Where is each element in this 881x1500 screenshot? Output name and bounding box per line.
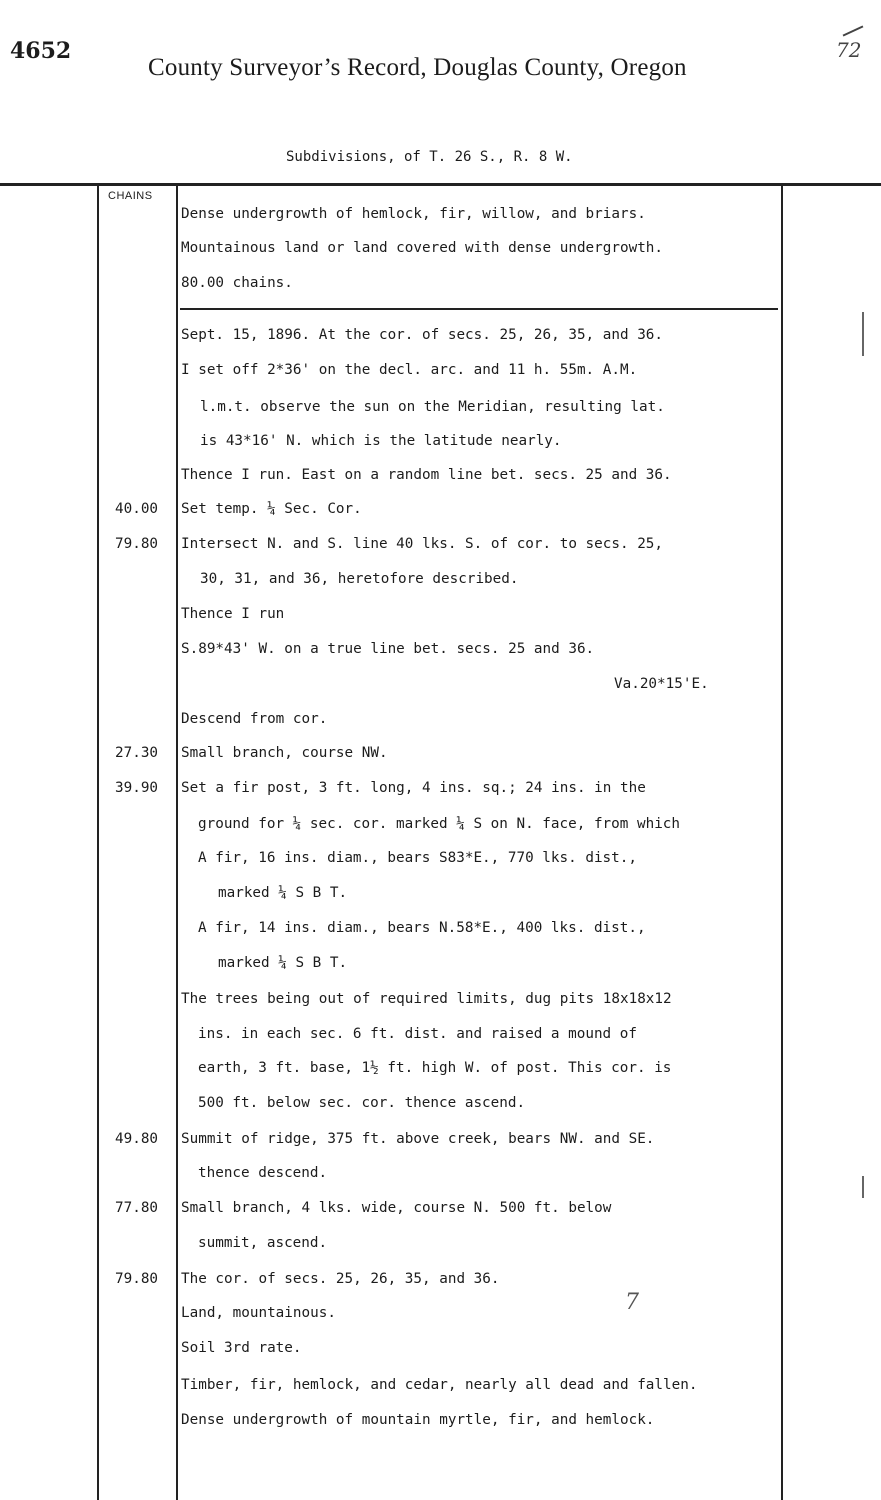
note-line (181, 323, 663, 347)
note-text: Soil 3rd rate. (181, 1340, 302, 1356)
note-line (181, 1196, 611, 1220)
chains-value: 40.00 (115, 501, 159, 517)
note-line (181, 1408, 654, 1432)
note-text: 30, 31, and 36, heretofore described. (200, 571, 519, 587)
note-line (181, 532, 663, 556)
chains-column-rule (176, 185, 178, 1500)
note-line (181, 637, 594, 661)
margin-pencil-tick (862, 1176, 864, 1198)
note-line (614, 672, 709, 696)
note-line (218, 951, 347, 975)
note-line (181, 1336, 302, 1360)
note-text: ins. in each sec. 6 ft. dist. and raised a mound of (198, 1026, 637, 1042)
note-line (181, 202, 646, 226)
corner-pencil-mark: 72 (836, 38, 862, 62)
top-rule (0, 183, 881, 186)
record-title: County Surveyor’s Record, Douglas County, Oregon (148, 54, 687, 81)
note-text: Timber, fir, hemlock, and cedar, nearly all dead and fallen. (181, 1377, 698, 1393)
note-text: S.89*43' W. on a true line bet. secs. 25 and 36. (181, 641, 595, 657)
note-line (200, 429, 562, 453)
note-text: Va.20*15'E. (614, 676, 709, 692)
note-text: Set a fir post, 3 ft. long, 4 ins. sq.; 24 ins. in the (181, 780, 646, 796)
note-text: Set temp. ¼ Sec. Cor. (181, 501, 362, 517)
note-text: marked ¼ S B T. (218, 955, 348, 971)
chains-value: 27.30 (115, 745, 159, 761)
note-text: Thence I run (181, 606, 285, 622)
note-line (198, 916, 646, 940)
note-line (181, 1267, 499, 1291)
note-text: Dense undergrowth of hemlock, fir, willow, and briars. (181, 206, 646, 222)
note-line (181, 463, 672, 487)
pencil-annotation: 7 (625, 1290, 639, 1315)
chains-column-header: CHAINS (108, 190, 153, 202)
note-text: A fir, 14 ins. diam., bears N.58*E., 400 lks. dist., (198, 920, 646, 936)
note-text: summit, ascend. (198, 1235, 328, 1251)
entry-divider (180, 308, 778, 310)
note-line (198, 812, 680, 836)
subdivision-subtitle: Subdivisions, of T. 26 S., R. 8 W. (286, 149, 573, 165)
margin-pencil-tick (862, 312, 864, 356)
chains-value: 79.80 (115, 536, 159, 552)
note-line (181, 707, 327, 731)
note-text: Dense undergrowth of mountain myrtle, fir, and hemlock. (181, 1412, 655, 1428)
chains-value: 77.80 (115, 1200, 159, 1216)
note-line (181, 1301, 336, 1325)
note-line (200, 567, 518, 591)
note-line (181, 236, 663, 260)
chains-value: 39.90 (115, 780, 159, 796)
note-text: marked ¼ S B T. (218, 885, 348, 901)
note-text: 80.00 chains. (181, 275, 293, 291)
note-line (181, 271, 293, 295)
note-text: The trees being out of required limits, dug pits 18x18x12 (181, 991, 672, 1007)
note-line (181, 1127, 654, 1151)
note-text: earth, 3 ft. base, 1½ ft. high W. of post. This cor. is (198, 1060, 672, 1076)
page-number: 4652 (10, 38, 72, 64)
note-text: A fir, 16 ins. diam., bears S83*E., 770 lks. dist., (198, 850, 637, 866)
note-text: The cor. of secs. 25, 26, 35, and 36. (181, 1271, 500, 1287)
note-text: 500 ft. below sec. cor. thence ascend. (198, 1095, 526, 1111)
note-text: is 43*16' N. which is the latitude nearly. (200, 433, 562, 449)
note-line (200, 395, 665, 419)
note-line (198, 1161, 327, 1185)
note-line (181, 776, 646, 800)
note-line (181, 497, 362, 521)
note-line (198, 1091, 525, 1115)
note-text: l.m.t. observe the sun on the Meridian, resulting lat. (200, 399, 665, 415)
chains-value: 49.80 (115, 1131, 159, 1147)
corner-pencil-dash (843, 25, 864, 36)
note-text: Land, mountainous. (181, 1305, 336, 1321)
note-line (181, 741, 388, 765)
note-text: Summit of ridge, 375 ft. above creek, bears NW. and SE. (181, 1131, 655, 1147)
note-text: Thence I run. East on a random line bet. secs. 25 and 36. (181, 467, 672, 483)
note-text: Mountainous land or land covered with dense undergrowth. (181, 240, 664, 256)
note-line (181, 987, 672, 1011)
note-line (198, 846, 637, 870)
note-text: Small branch, 4 lks. wide, course N. 500 ft. below (181, 1200, 612, 1216)
note-line (198, 1022, 637, 1046)
note-line (198, 1231, 327, 1255)
note-text: I set off 2*36' on the decl. arc. and 11 h. 55m. A.M. (181, 362, 638, 378)
note-text: thence descend. (198, 1165, 328, 1181)
right-margin-rule (781, 185, 783, 1500)
note-text: Small branch, course NW. (181, 745, 388, 761)
note-text: Sept. 15, 1896. At the cor. of secs. 25, 26, 35, and 36. (181, 327, 664, 343)
note-text: Descend from cor. (181, 711, 328, 727)
chains-value: 79.80 (115, 1271, 159, 1287)
left-margin-rule (97, 185, 99, 1500)
note-line (181, 358, 637, 382)
note-line (181, 1373, 697, 1397)
note-line (181, 602, 284, 626)
note-text: ground for ¼ sec. cor. marked ¼ S on N. face, from which (198, 816, 681, 832)
note-line (198, 1056, 671, 1080)
note-text: Intersect N. and S. line 40 lks. S. of cor. to secs. 25, (181, 536, 664, 552)
note-line (218, 881, 347, 905)
